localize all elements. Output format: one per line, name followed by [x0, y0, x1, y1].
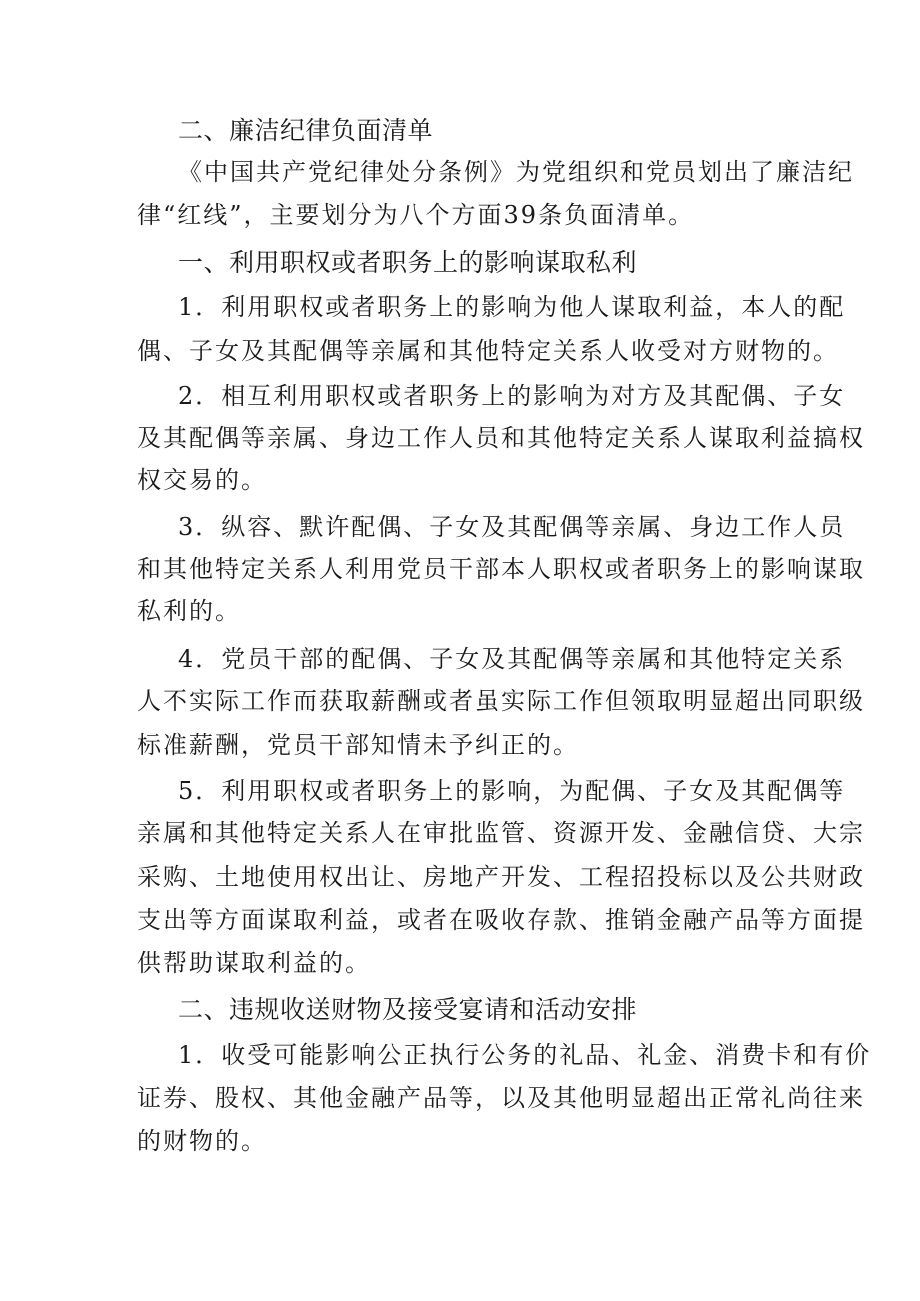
- part1-item2-line3: 权交易的。: [137, 466, 267, 494]
- part1-item1-line1: 1．利用职权或者职务上的影响为他人谋取利益，本人的配: [178, 293, 846, 321]
- part2-heading: 二、违规收送财物及接受宴请和活动安排: [178, 995, 638, 1024]
- intro-line-1: 《中国共产党纪律处分条例》为党组织和党员划出了廉洁纪: [178, 158, 854, 186]
- part1-item5-line2: 亲属和其他特定关系人在审批监管、资源开发、金融信贷、大宗: [137, 819, 865, 847]
- part2-item1-line3: 的财物的。: [137, 1127, 267, 1155]
- part1-item2-line1: 2．相互利用职权或者职务上的影响为对方及其配偶、子女: [178, 382, 846, 410]
- part1-item4-line2: 人不实际工作而获取薪酬或者虽实际工作但领取明显超出同职级: [137, 687, 865, 715]
- part1-item3-line3: 私利的。: [137, 597, 241, 625]
- part1-item5-line1: 5．利用职权或者职务上的影响，为配偶、子女及其配偶等: [178, 777, 846, 805]
- part1-item3-line2: 和其他特定关系人利用党员干部本人职权或者职务上的影响谋取: [137, 555, 865, 583]
- part1-item5-line4: 支出等方面谋取利益，或者在吸收存款、推销金融产品等方面提: [137, 906, 865, 934]
- part1-item3-line1: 3．纵容、默许配偶、子女及其配偶等亲属、身边工作人员: [178, 513, 846, 541]
- part1-item5-line5: 供帮助谋取利益的。: [137, 949, 371, 977]
- part1-item4-line1: 4．党员干部的配偶、子女及其配偶等亲属和其他特定关系: [178, 645, 846, 673]
- part2-item1-line2: 证券、股权、其他金融产品等，以及其他明显超出正常礼尚往来: [137, 1084, 865, 1112]
- part1-item2-line2: 及其配偶等亲属、身边工作人员和其他特定关系人谋取利益搞权: [137, 424, 865, 452]
- part1-item4-line3: 标准薪酬，党员干部知情未予纠正的。: [137, 731, 579, 759]
- part1-item5-line3: 采购、土地使用权出让、房地产开发、工程招投标以及公共财政: [137, 863, 865, 891]
- intro-line-2: 律“红线”，主要划分为八个方面39条负面清单。: [137, 201, 695, 229]
- part1-item1-line2: 偶、子女及其配偶等亲属和其他特定关系人收受对方财物的。: [137, 337, 839, 365]
- part2-item1-line1: 1．收受可能影响公正执行公务的礼品、礼金、消费卡和有价: [178, 1041, 872, 1069]
- section-title: 二、廉洁纪律负面清单: [178, 116, 434, 145]
- part1-heading: 一、利用职权或者职务上的影响谋取私利: [178, 248, 638, 277]
